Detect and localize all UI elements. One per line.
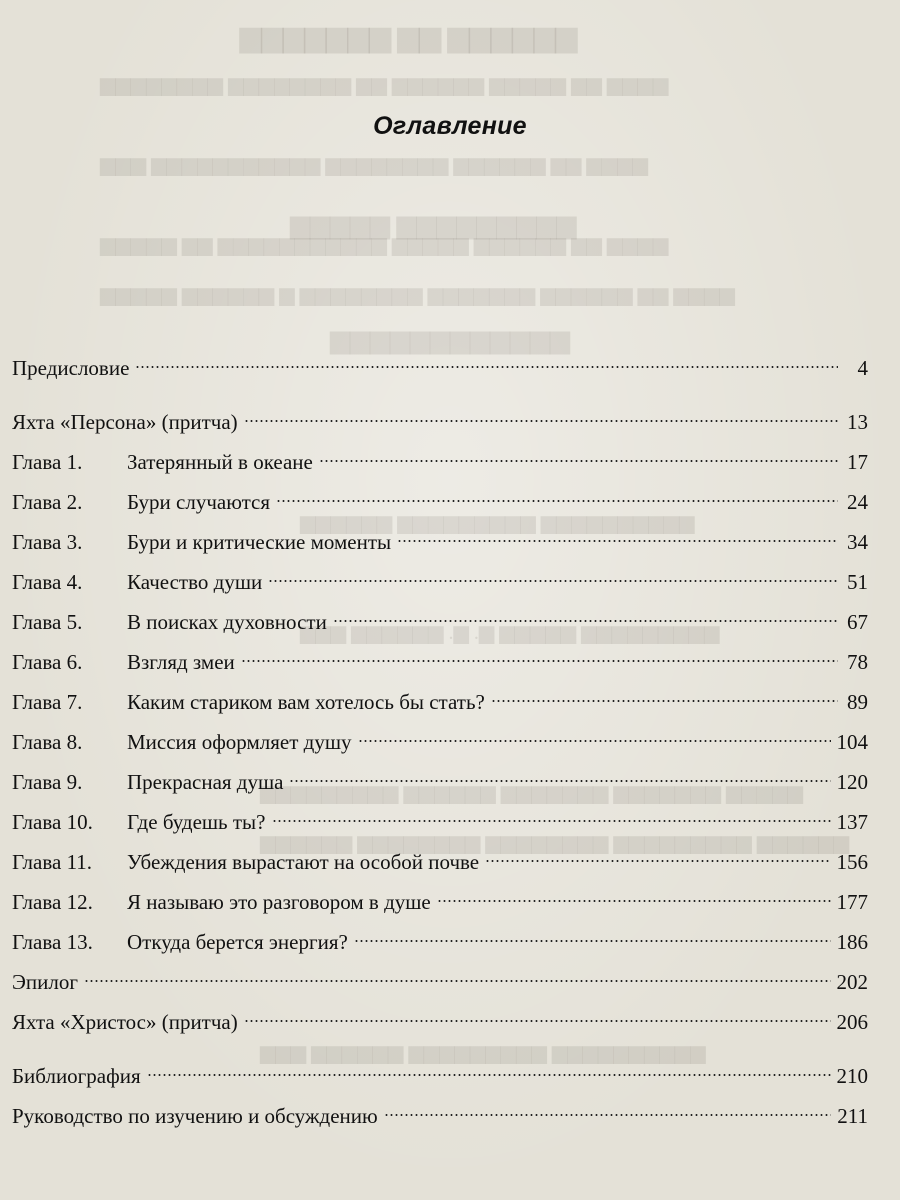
toc-page-number: 78 (847, 650, 868, 674)
toc-entry[interactable] (12, 522, 868, 562)
toc-chapter-number: Глава 7. (12, 690, 83, 714)
toc-entry[interactable] (12, 842, 868, 882)
toc-page-number: 51 (847, 570, 868, 594)
toc-chapter-number: Глава 2. (12, 490, 83, 514)
toc-page-number: 89 (847, 690, 868, 714)
toc-page-number: 156 (836, 850, 868, 874)
toc-page-number: 202 (836, 970, 868, 994)
toc-entry[interactable] (12, 482, 868, 522)
toc-page-number: 177 (836, 890, 868, 914)
toc-entry-title: Прекрасная душа (127, 770, 284, 794)
toc-page-number: 210 (836, 1064, 868, 1088)
toc-entry[interactable] (12, 882, 868, 922)
toc-page-number: 137 (836, 810, 868, 834)
toc-entry-title: Яхта «Христос» (притча) (12, 1010, 238, 1034)
toc-entry[interactable] (12, 1056, 868, 1096)
dot-leader (491, 699, 838, 703)
toc-entry-title: Библиография (12, 1064, 141, 1088)
dot-leader (485, 859, 830, 863)
toc-entry-title: Предисловие (12, 356, 130, 380)
bleed-through-text: ▆▆▆▆▆▆▆▆▆ ▆▆▆▆▆ (290, 210, 577, 239)
toc-page-number: 67 (847, 610, 868, 634)
toc-entry-title: Затерянный в океане (127, 450, 313, 474)
toc-entry-title: Качество души (127, 570, 263, 594)
toc-entry-title: Бури и критические моменты (127, 530, 392, 554)
dot-leader (244, 419, 838, 423)
toc-chapter-number: Глава 8. (12, 730, 83, 754)
toc-entry-title: Миссия оформляет душу (127, 730, 352, 754)
toc-chapter-number: Глава 1. (12, 450, 83, 474)
toc-entry[interactable] (12, 922, 868, 962)
toc-chapter-number: Глава 3. (12, 530, 83, 554)
dot-leader (268, 579, 838, 583)
toc-entry[interactable] (12, 348, 868, 388)
dot-leader (319, 459, 838, 463)
toc-entry[interactable] (12, 1002, 868, 1042)
dot-leader (276, 499, 838, 503)
dot-leader (289, 779, 830, 783)
toc-entry[interactable] (12, 402, 868, 442)
toc-entry[interactable] (12, 562, 868, 602)
toc-entry[interactable] (12, 682, 868, 722)
dot-leader (147, 1073, 831, 1077)
bleed-through-text: ▆▆▆▆▆▆▆▆▆ ▆▆▆▆▆ ▆. ▆. ▆▆▆▆▆▆ ▆▆▆ (300, 622, 720, 644)
toc-entry-title: Откуда берется энергия? (127, 930, 348, 954)
dot-leader (244, 1019, 831, 1023)
toc-chapter-number: Глава 10. (12, 810, 93, 834)
bleed-through-text: ▆▆▆▆▆▆▆▆▆▆ ▆▆▆▆▆▆▆▆▆ ▆▆▆▆▆▆ ▆▆▆ (260, 1042, 706, 1064)
bleed-through-text: ▆▆▆▆ ▆▆ ▆▆▆▆▆▆ ▆▆▆▆▆▆▆▆ ▆▆▆▆▆▆▆▆▆▆▆ ▆▆▆ (100, 154, 648, 176)
toc-entry-title: Каким стариком вам хотелось бы стать? (127, 690, 485, 714)
dot-leader (135, 365, 838, 369)
toc-entry[interactable] (12, 642, 868, 682)
dot-leader (354, 939, 831, 943)
toc-entry-title: Я называю это разговором в душе (127, 890, 431, 914)
toc-entry[interactable] (12, 802, 868, 842)
toc-chapter-number: Глава 12. (12, 890, 93, 914)
toc-chapter-number: Глава 9. (12, 770, 83, 794)
toc-entry[interactable] (12, 762, 868, 802)
toc-entry-title: В поисках духовности (127, 610, 327, 634)
toc-entry[interactable] (12, 962, 868, 1002)
toc-entry-title: Яхта «Персона» (притча) (12, 410, 238, 434)
toc-entry-title: Эпилог (12, 970, 78, 994)
toc-entry[interactable] (12, 602, 868, 642)
table-of-contents (12, 348, 868, 1136)
page-title: Оглавление (373, 112, 527, 140)
toc-entry[interactable] (12, 1096, 868, 1136)
toc-entry-title: Убеждения вырастают на особой почве (127, 850, 480, 874)
toc-page-number: 186 (836, 930, 868, 954)
toc-chapter-number: Глава 5. (12, 610, 83, 634)
toc-page-number: 24 (847, 490, 868, 514)
bleed-through-text: ▆▆▆▆▆▆▆▆▆▆▆▆ (330, 325, 570, 354)
toc-chapter-number: Глава 6. (12, 650, 83, 674)
toc-page-number: 120 (836, 770, 868, 794)
dot-leader (272, 819, 831, 823)
dot-leader (384, 1113, 832, 1117)
bleed-through-text: ▆▆▆▆▆▆ ▆▆ ▆▆▆▆▆▆▆ (240, 22, 577, 53)
bleed-through-text: ▆▆▆▆ ▆▆ ▆▆▆▆▆▆ ▆▆▆▆▆ ▆▆▆▆▆▆▆▆▆▆▆ ▆▆ ▆▆▆▆▆ (100, 234, 669, 256)
bleed-through-text: ▆▆▆▆ ▆▆ ▆▆▆▆▆ ▆▆▆▆▆▆ ▆▆ ▆▆▆▆▆▆▆▆ ▆▆▆▆▆▆▆▆ (100, 74, 669, 96)
toc-page-number: 4 (857, 356, 868, 380)
dot-leader (333, 619, 838, 623)
toc-entry[interactable] (12, 442, 868, 482)
bleed-through-text: ▆▆▆▆▆▆▆▆▆▆ ▆▆▆▆▆▆▆▆▆ ▆▆▆▆▆▆ (300, 512, 695, 534)
toc-page-number: 13 (847, 410, 868, 434)
toc-page-number: 104 (836, 730, 868, 754)
dot-leader (241, 659, 838, 663)
toc-entry-title: Бури случаются (127, 490, 271, 514)
toc-entry-title: Взгляд змеи (127, 650, 235, 674)
dot-leader (358, 739, 831, 743)
toc-entry[interactable] (12, 722, 868, 762)
toc-page-number: 34 (847, 530, 868, 554)
toc-chapter-number: Глава 13. (12, 930, 93, 954)
toc-entry-title: Руководство по изучению и обсуждению (12, 1104, 378, 1128)
toc-entry-title: Где будешь ты? (127, 810, 266, 834)
toc-page-number: 206 (836, 1010, 868, 1034)
toc-chapter-number: Глава 11. (12, 850, 93, 874)
bleed-through-text: ▆▆▆▆ ▆▆ ▆▆▆▆▆▆ ▆▆▆▆▆▆▆ ▆▆▆▆▆▆▆▆ ▆ ▆▆▆▆▆▆ ▆▆▆▆▆ (100, 284, 735, 306)
bleed-through-text: ▆▆▆▆▆▆ ▆▆▆▆▆▆▆▆▆ ▆▆▆▆▆▆▆▆ ▆▆▆▆▆▆▆▆ ▆▆▆▆▆▆ (260, 832, 850, 854)
dot-leader (437, 899, 831, 903)
dot-leader (84, 979, 831, 983)
toc-chapter-number: Глава 4. (12, 570, 83, 594)
toc-page-number: 211 (837, 1104, 868, 1128)
dot-leader (397, 539, 838, 543)
toc-page-number: 17 (847, 450, 868, 474)
bleed-through-text: ▆▆▆▆▆ ▆▆▆▆▆▆▆ ▆▆▆▆▆▆▆ ▆▆▆▆▆▆ ▆▆▆▆▆▆▆▆▆ (260, 782, 803, 804)
